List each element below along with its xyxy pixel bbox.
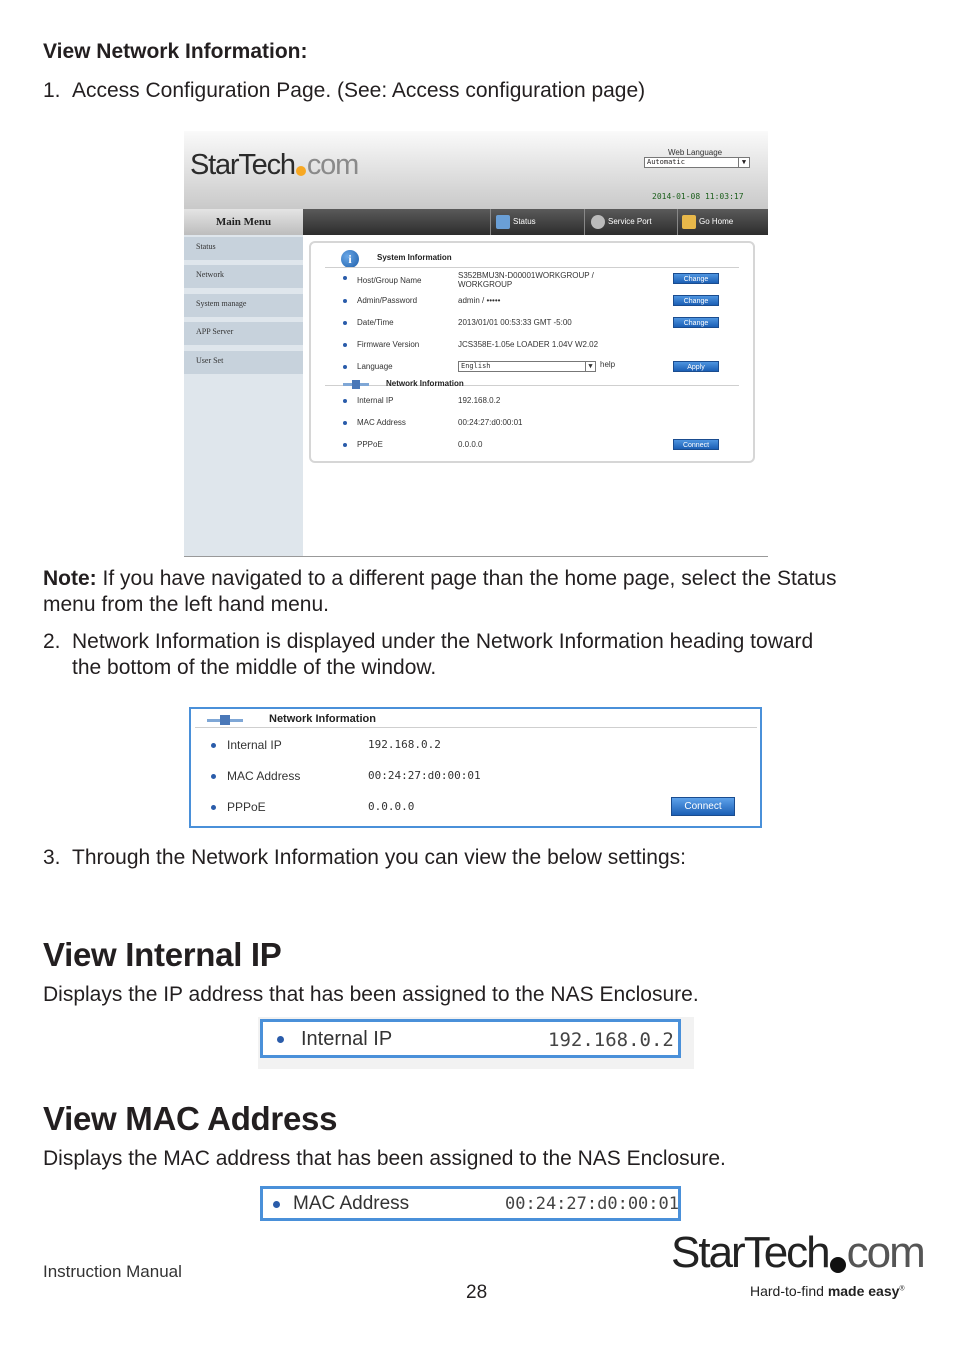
connect-button[interactable]: Connect — [673, 439, 719, 450]
sidebar-item-network[interactable]: Network — [184, 265, 303, 288]
status-icon — [496, 215, 510, 229]
internal-ip-screenshot — [260, 1019, 681, 1058]
network-info-screenshot: Network Information Internal IP 192.168.0.2 MAC Address 00:24:27:d0:00:01 PPPoE 0.0.0.0 Connect — [189, 707, 762, 828]
change-date-button[interactable]: Change — [673, 317, 719, 328]
section-heading: View Network Information: — [43, 40, 308, 63]
note-paragraph — [43, 566, 923, 592]
network-icon — [207, 715, 243, 725]
mac-address-label: MAC Address — [293, 1193, 410, 1214]
step-2 — [43, 629, 923, 681]
toolbar-go-home[interactable]: Go Home — [679, 209, 733, 235]
web-language-label: Web Language — [668, 148, 723, 157]
step-3 — [43, 845, 923, 871]
step-text: Network Information is displayed under the Network Information heading toward — [72, 630, 814, 653]
system-info-title: System Information — [377, 253, 452, 262]
mac-address-description: Displays the MAC address that has been assigned to the NAS Enclosure. — [43, 1147, 726, 1170]
web-ui-header — [184, 131, 768, 209]
network-info-title: Network Information — [386, 379, 464, 388]
step-text: Access Configuration Page. (See: Access configuration page) — [72, 79, 646, 102]
help-link[interactable]: help — [600, 360, 616, 369]
step-1 — [43, 78, 923, 104]
sidebar-item-app-server[interactable]: APP Server — [184, 322, 303, 345]
mac-address-value: 00:24:27:d0:00:01 — [505, 1194, 679, 1214]
step-text: Through the Network Information you can view the below settings: — [72, 846, 686, 869]
web-language-select[interactable]: Automatic ▼ — [644, 157, 750, 168]
datetime-display: 2014-01-08 11:03:17 — [652, 192, 744, 201]
sidebar-item-user-set[interactable]: User Set — [184, 351, 303, 374]
footer-manual-label: Instruction Manual — [43, 1262, 182, 1281]
home-icon — [682, 215, 696, 229]
network-info-title: Network Information — [269, 713, 376, 725]
change-host-button[interactable]: Change — [673, 273, 719, 284]
mac-address-screenshot — [260, 1186, 681, 1221]
internal-ip-value: 192.168.0.2 — [548, 1029, 674, 1051]
left-sidebar — [184, 209, 303, 557]
language-select[interactable]: English ▼ — [458, 361, 596, 372]
toolbar-service-port[interactable]: Service Port — [588, 209, 652, 235]
step-number: 1. — [43, 79, 61, 102]
network-icon — [341, 380, 371, 390]
internal-ip-description: Displays the IP address that has been assigned to the NAS Enclosure. — [43, 983, 699, 1006]
web-ui-screenshot — [184, 131, 768, 557]
step-text-continued: the bottom of the middle of the window. — [72, 656, 437, 679]
toolbar-status[interactable]: Status — [493, 209, 536, 235]
internal-ip-heading: View Internal IP — [43, 936, 282, 973]
tagline: Hard-to-find made easy® — [750, 1283, 905, 1299]
info-panel: i System Information Host/Group Name S352BMU3N-D00001WORKGROUP / WORKGROUP Change Admin/Password admin / ••••• Change Date/Time 2013/01/01 00:53:33 GMT -5:00 Change Firmware Version JCS358E-1.05e LOADER 1.04V W2.02 Language English ▼ help Apply Network Information Internal IP 192.168.0.2 MAC Address 00:24:27:d0:00:01 PPPoE 0.0.0.0 Connect — [309, 241, 755, 463]
step-number: 3. — [43, 846, 61, 869]
apply-button[interactable]: Apply — [673, 361, 719, 372]
sidebar-item-status[interactable]: Status — [184, 237, 303, 260]
step-number: 2. — [43, 630, 61, 653]
connect-button[interactable]: Connect — [671, 797, 735, 816]
mac-address-heading: View MAC Address — [43, 1100, 338, 1137]
note-label: Note: — [43, 567, 97, 590]
info-icon: i — [341, 250, 359, 268]
startech-logo: StarTech com — [671, 1228, 924, 1277]
chevron-down-icon: ▼ — [738, 158, 749, 167]
page-number: 28 — [466, 1282, 488, 1303]
top-toolbar — [303, 209, 768, 235]
sidebar-item-system-manage[interactable]: System manage — [184, 294, 303, 317]
chevron-down-icon: ▼ — [585, 362, 595, 371]
note-text-continued: menu from the left hand menu. — [43, 593, 329, 616]
startech-logo: StarTech com — [190, 149, 359, 181]
gear-icon — [591, 215, 605, 229]
note-text: If you have navigated to a different page than the home page, select the Status — [102, 567, 837, 590]
internal-ip-label: Internal IP — [301, 1028, 393, 1050]
change-password-button[interactable]: Change — [673, 295, 719, 306]
main-menu-title: Main Menu — [184, 209, 303, 235]
